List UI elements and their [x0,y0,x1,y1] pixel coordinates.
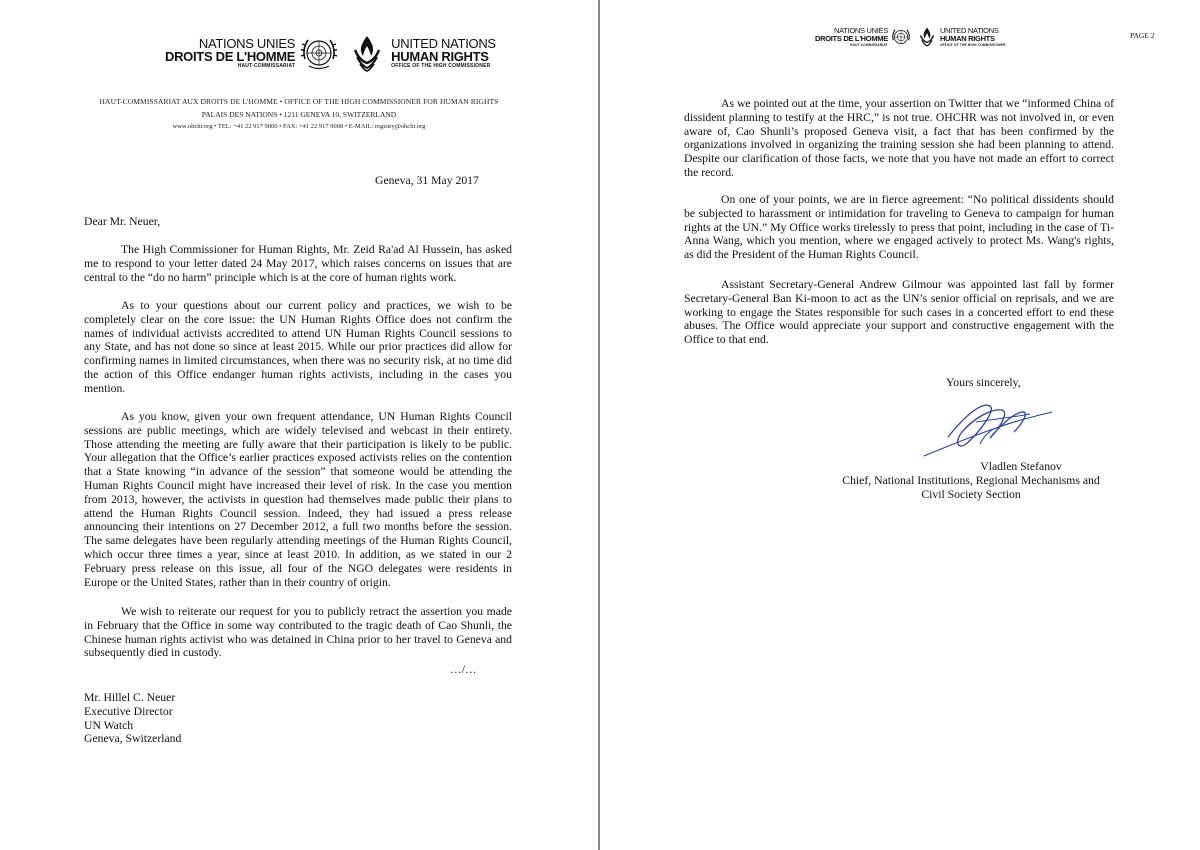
letterhead-fr-line3: HAUT-COMMISSARIAT [850,43,888,47]
paragraph-1 [84,243,512,284]
salutation: Dear Mr. Neuer, [84,215,161,228]
paragraph-2 [84,299,512,396]
handwritten-signature [918,392,1058,462]
human-rights-flame-icon [916,26,938,48]
ohchr-letterhead [165,33,496,73]
paragraph-text: On one of your points, we are in fierce agreement: “No political dissidents should be subjected to harassment or intimidation for traveling to Geneva to campaign for human rights at the UN.” My Office works tirelessly to press that point, including in the case of Ti-Anna Wang, which you mention, where we engaged actively to protect Ms. Wang's rights, as did the President of the Human Rights Council. [684,193,1114,262]
letterhead-en-line3: OFFICE OF THE HIGH COMMISSIONER [391,62,491,69]
signatory-title: Chief, National Institutions, Regional Mechanisms and Civil Society Section [842,474,1100,501]
letterhead-fr-line2: DROITS DE L'HOMME [815,34,888,43]
letter-date: Geneva, 31 May 2017 [375,174,479,187]
letterhead-en-line2: HUMAN RIGHTS [939,34,995,43]
addressee-title: Executive Director [84,704,173,718]
letterhead-fr-line1: NATIONS UNIES [834,26,888,35]
continuation-mark: …/… [450,663,477,676]
letterhead-en-line1: UNITED NATIONS [391,35,496,51]
addressee-name: Mr. Hillel C. Neuer [84,691,176,704]
letterhead-en-line2: HUMAN RIGHTS [391,48,489,64]
letterhead-french-block [165,37,295,70]
paragraph-7 [684,278,1114,347]
letter-page-1 [0,0,598,850]
human-rights-flame-icon [347,33,387,73]
addressee-organization: UN Watch [84,718,134,732]
letterhead-fr-line1: NATIONS UNIES [198,35,296,51]
paragraph-text: The High Commissioner for Human Rights, Mr. Zeid Ra'ad Al Hussein, has asked me to respond to your letter dated 24 May 2017, which raises concerns on issues that are central to the “do no harm” principle which is at the core of human rights work. [84,243,512,284]
addressee-location: Geneva, Switzerland [84,732,182,746]
letterhead-en-line3: OFFICE OF THE HIGH COMMISSIONER [939,43,1006,47]
paragraph-text: As to your questions about our current policy and practices, we wish to be completely clear on the core issue: the UN Human Rights Office does not confirm the names of individual activists accredited to attend UN Human Rights Council sessions to any State, and has not done so since at least 2015. While our prior practices did allow for confirming names in limited circumstances, when there was no security risk, at no time did the action of this Office endanger human rights activists, including in the cases you mention. [84,299,512,395]
paragraph-text: Assistant Secretary-General Andrew Gilmour was appointed last fall by former Secretary-General Ban Ki-moon to act as the UN’s senior official on reprisals, and we are working to engage the States responsible for such cases in a concerted effort to end these abuses. The Office would appreciate your support and constructive engagement with the Office to that end. [684,278,1114,347]
letterhead-french-block [815,27,888,47]
letterhead-address-line2: PALAIS DES NATIONS • 1211 GENEVA 10, SWITZERLAND [201,110,397,119]
paragraph-text: As we pointed out at the time, your assertion on Twitter that we “informed China of dissident planning to testify at the HRC,” is not true. OHCHR was not involved in, or even aware of, Cao Shunli’s proposed Geneva visit, a fact that has been confirmed by the organizations involved in organizing the training session she had been planning to attend. Despite our clarification of those facts, we note that you have not made an effort to correct the record. [684,97,1114,179]
letterhead-address-line1: HAUT-COMMISSARIAT AUX DROITS DE L'HOMME • OFFICE OF THE HIGH COMMISSIONER FOR HUMAN RIGHTS [99,97,499,106]
signatory-name: Vladlen Stefanov [980,460,1062,473]
paragraph-4 [84,605,512,660]
letter-page-2 [600,0,1200,850]
un-emblem-icon [299,33,339,73]
closing: Yours sincerely, [946,376,1021,389]
page-number: PAGE 2 [1130,31,1155,40]
letterhead-contact-line: www.ohchr.org • TEL: +41 22 917 9000 • FAX: +41 22 917 9008 • E-MAIL: registry@ohchr.org [172,123,426,130]
ohchr-letterhead-small [815,26,1005,48]
letterhead-en-line1: UNITED NATIONS [939,26,999,35]
paragraph-text: We wish to reiterate our request for you to publicly retract the assertion you made in February that the Office in some way contributed to the tragic death of Cao Shunli, the Chinese human rights activist who was detained in China prior to her travel to Geneva and subsequently died in custody. [84,605,512,660]
letterhead-fr-line3: HAUT-COMMISSARIAT [237,62,296,69]
addressee-block [84,691,181,746]
paragraph-6 [684,193,1114,262]
letterhead-english-block [940,27,1006,47]
paragraph-3 [84,410,512,589]
letterhead-fr-line2: DROITS DE L'HOMME [165,48,296,64]
un-emblem-icon [890,26,912,48]
paragraph-5 [684,97,1114,180]
letterhead-english-block [391,37,496,70]
paragraph-text: As you know, given your own frequent attendance, UN Human Rights Council sessions are public meetings, which are widely televised and webcast in their entirety. Those attending the meeting are fully aware that their participation is likely to be public. Your allegation that the Office’s earlier practices exposed activists relies on the contention that a State knowing “in advance of the session” that someone would be attending the Human Rights Council might have increased their level of risk. In the case you mention from 2013, however, the activists in question had themselves made public their plans to attend the Human Rights Council session. Indeed, they had issued a press release announcing their intentions on 27 December 2012, a full two months before the session. The same delegates have been regularly attending meetings of the Human Rights Council, which occur three times a year, since at least 2010. In addition, as we stated in our 2 February press release on this issue, all four of the NGO delegates were residents in Europe or the United States, rather than in their country of origin. [84,410,512,589]
